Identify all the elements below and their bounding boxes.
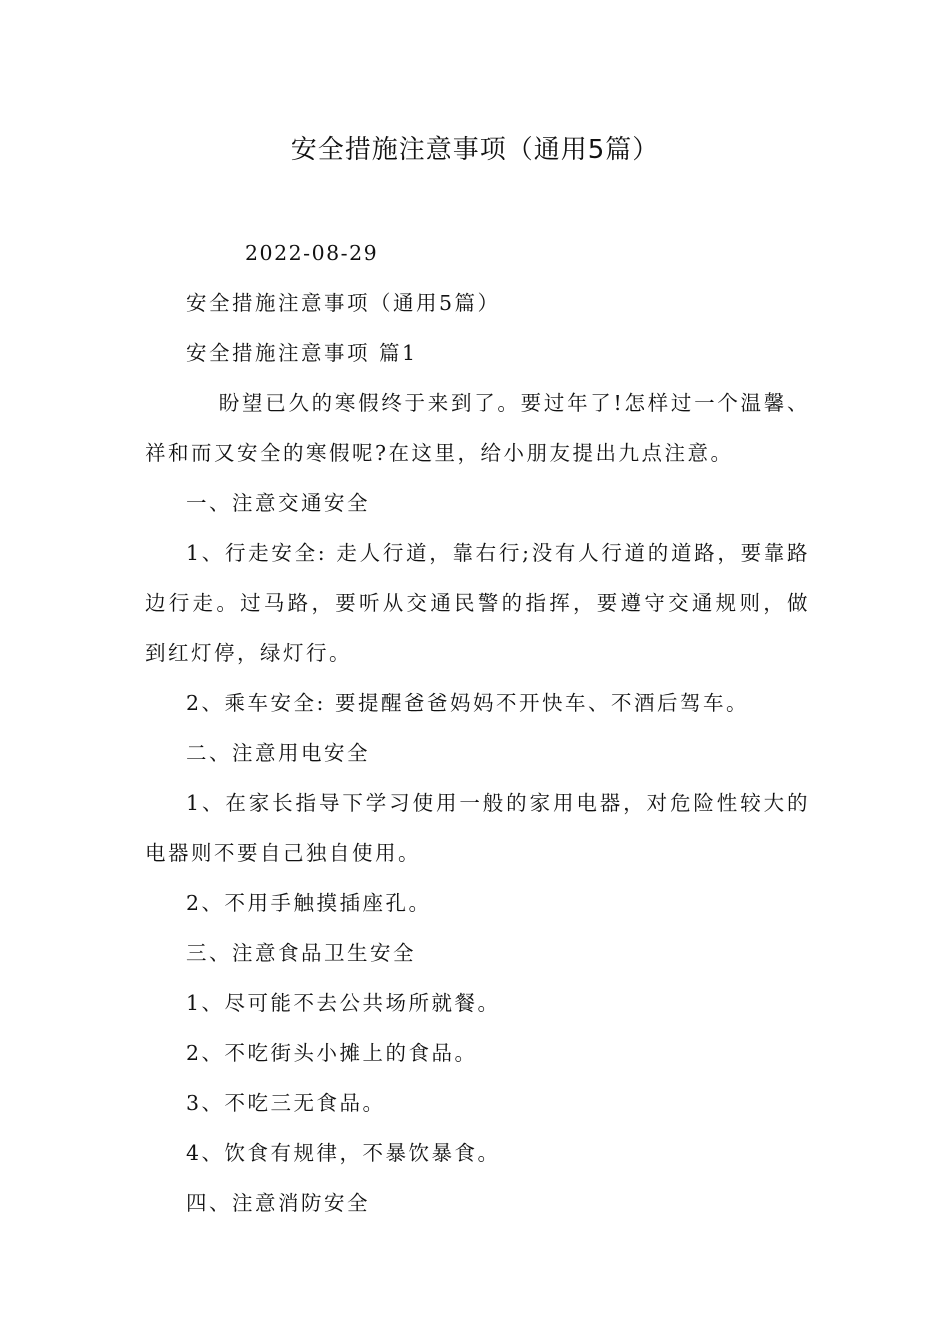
heading-food-safety: 三、注意食品卫生安全 [186, 941, 416, 965]
heading-electric-safety: 二、注意用电安全 [186, 741, 370, 765]
heading-fire-safety: 四、注意消防安全 [186, 1191, 370, 1215]
subtitle-paragraph: 安全措施注意事项（通用5篇） [186, 291, 501, 315]
paragraph: 3、不吃三无食品。 [186, 1091, 386, 1115]
section-heading: 安全措施注意事项 篇1 [186, 341, 418, 365]
paragraph: 1、行走安全: 走人行道，靠右行;没有人行道的道路，要靠路边行走。过马路，要听从交通民警的指挥，要遵守交通规则，做到红灯停，绿灯行。 [145, 541, 810, 665]
paragraph: 2、不用手触摸插座孔。 [186, 891, 432, 915]
paragraph: 1、尽可能不去公共场所就餐。 [186, 991, 501, 1015]
document-date: 2022-08-29 [245, 241, 379, 265]
document-body [145, 228, 810, 1228]
paragraph: 1、在家长指导下学习使用一般的家用电器，对危险性较大的电器则不要自己独自使用。 [145, 791, 810, 865]
paragraph: 4、饮食有规律，不暴饮暴食。 [186, 1141, 501, 1165]
document-title: 安全措施注意事项（通用5篇） [290, 135, 660, 165]
intro-paragraph: 盼望已久的寒假终于来到了。要过年了!怎样过一个温馨、祥和而又安全的寒假呢?在这里，给小朋友提出九点注意。 [145, 391, 810, 465]
paragraph: 2、不吃街头小摊上的食品。 [186, 1041, 478, 1065]
heading-traffic-safety: 一、注意交通安全 [186, 491, 370, 515]
paragraph: 2、乘车安全: 要提醒爸爸妈妈不开快车、不酒后驾车。 [186, 691, 749, 715]
